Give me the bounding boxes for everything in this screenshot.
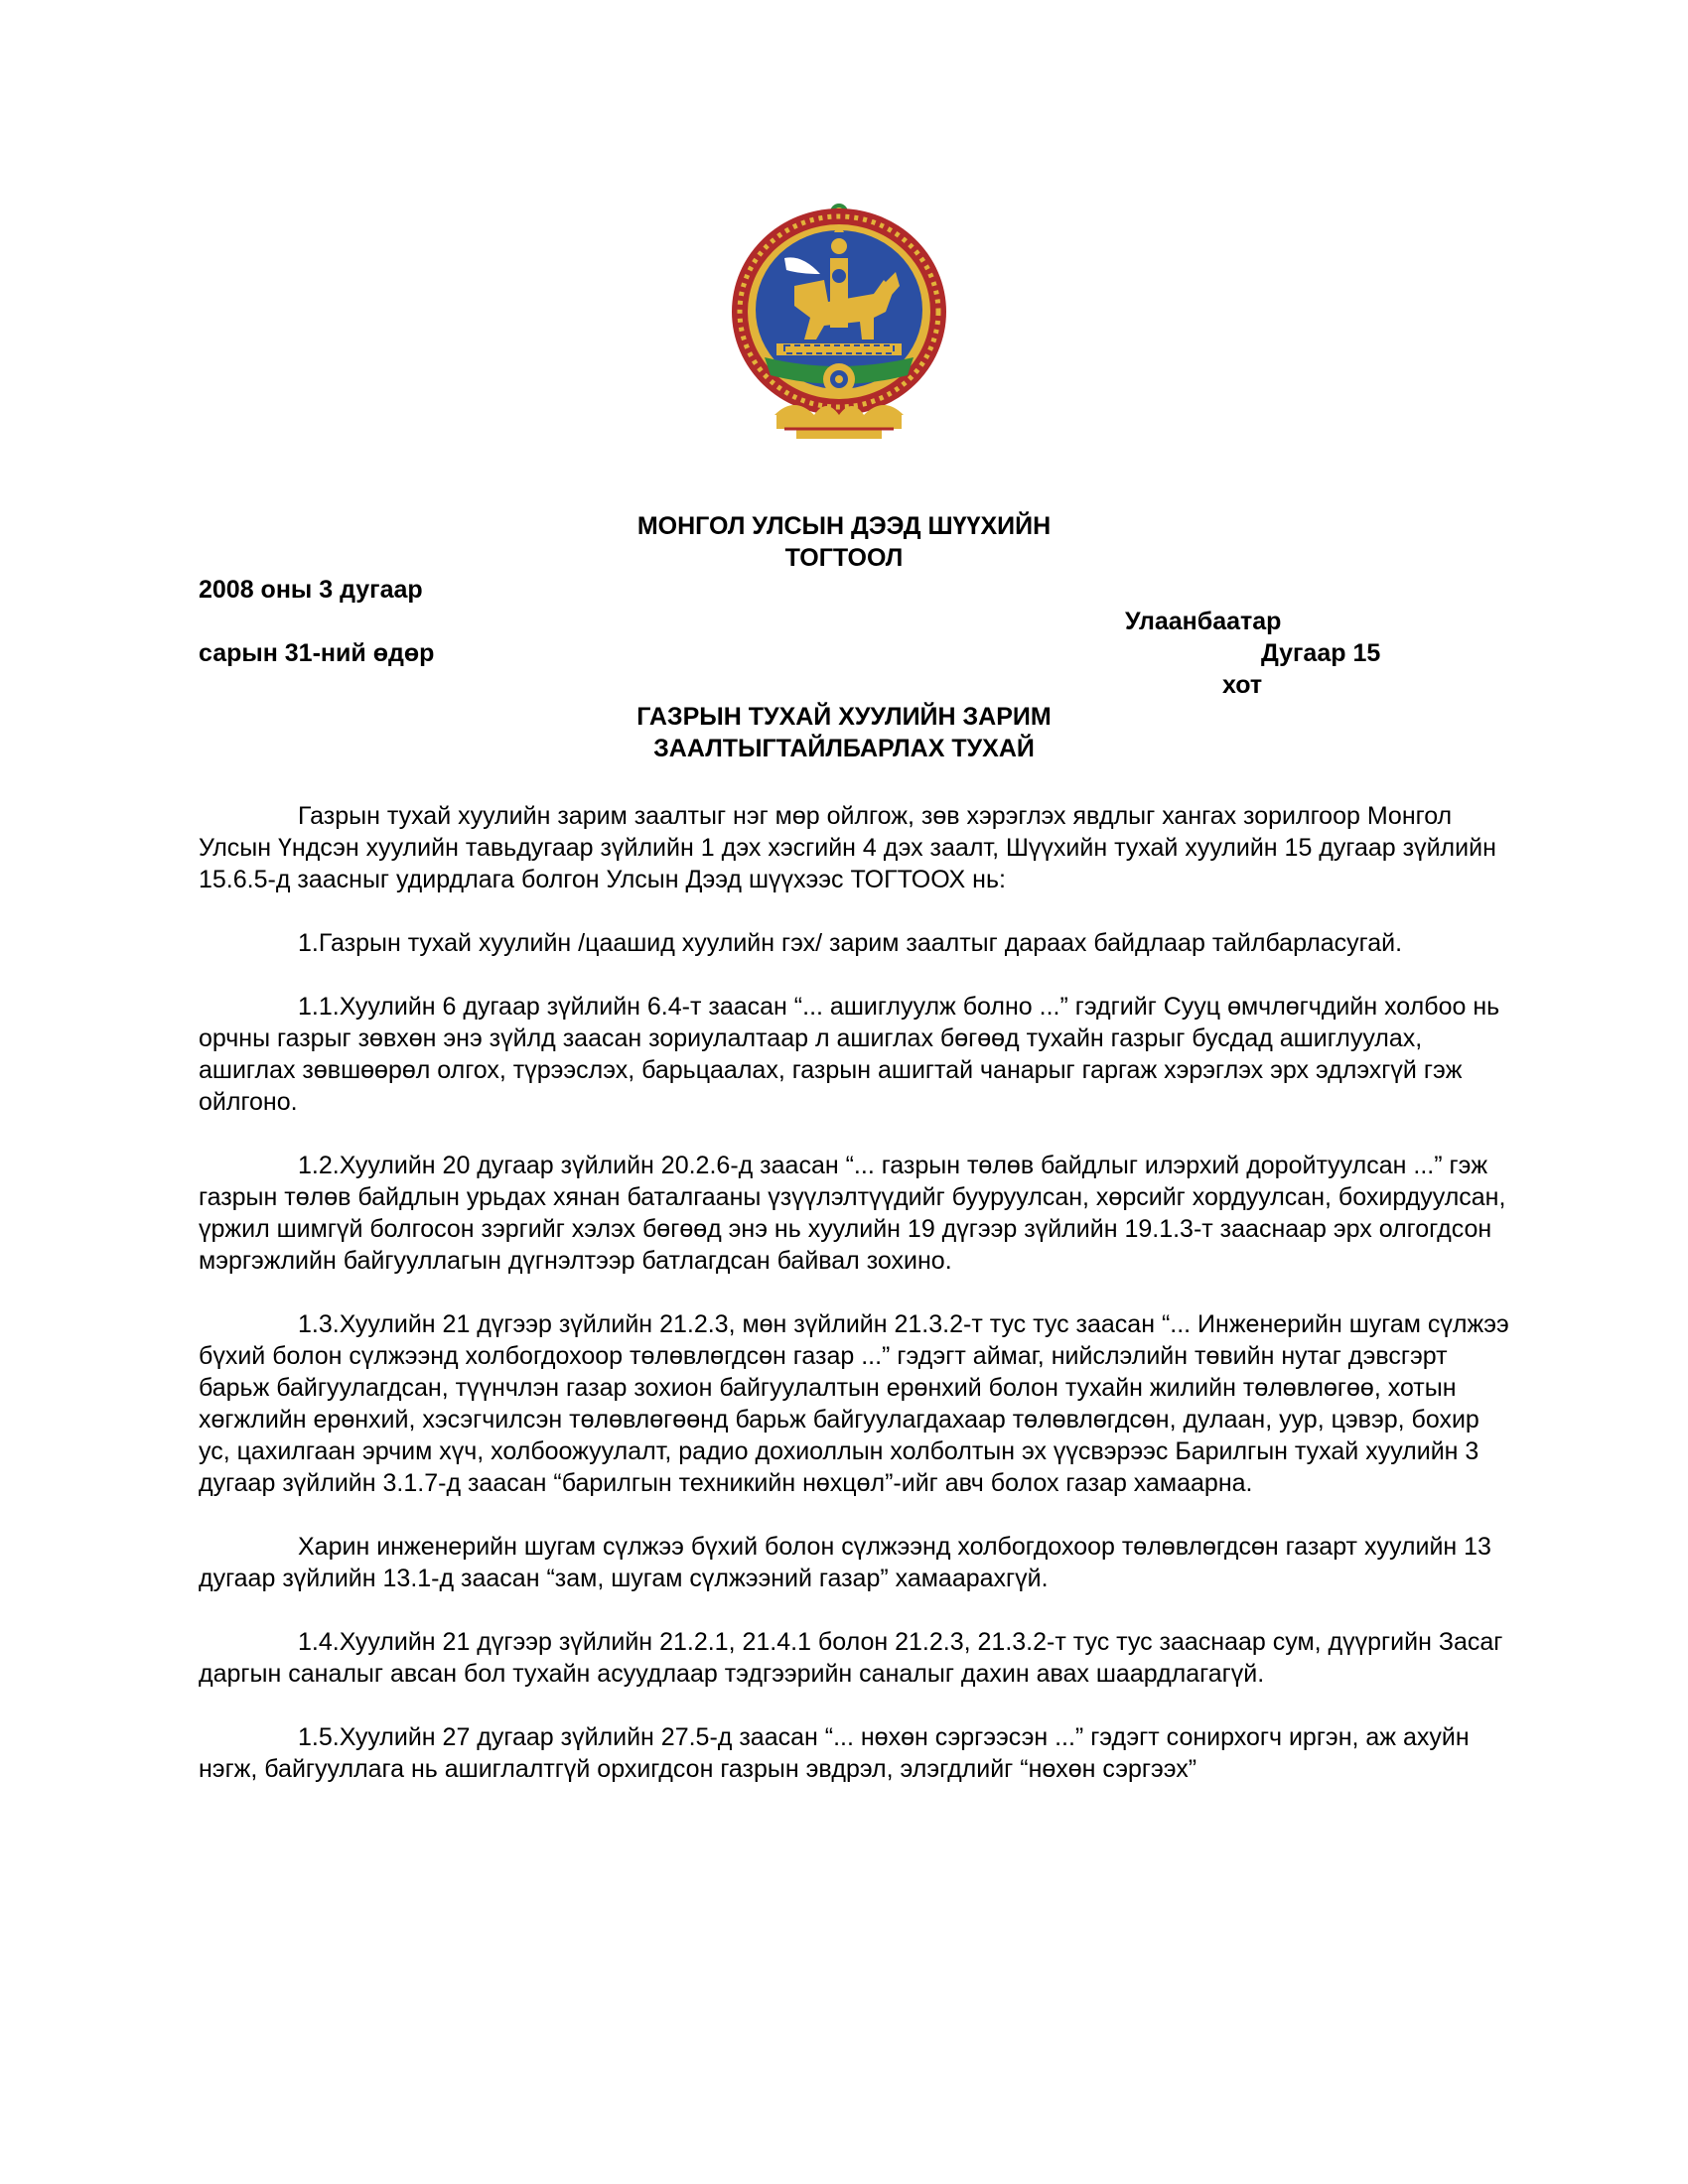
paragraph-1-4: 1.4.Хуулийн 21 дүгээр зүйлийн 21.2.1, 21.4.1 болон 21.2.3, 21.3.2-т тус тус зааснаар сум, дүүргийн Засаг даргын саналыг авсан бол тухайн асуудлаар тэдгээрийн саналыг дахин авах шаардлагагүй.: [199, 1628, 1503, 1688]
document-body: [199, 800, 1509, 1817]
document-number: Дугаар 15: [1261, 639, 1381, 667]
document-title-line-2: ЗААЛТЫГТАЙЛБАРЛАХ ТУХАЙ: [653, 735, 1035, 762]
city-line-1: Улаанбаатар: [1125, 608, 1282, 635]
paragraph-1-3-note: Харин инженерийн шугам сүлжээ бүхий болон сүлжээнд холбогдохоор төлөвлөгдсөн газарт хуулийн 13 дугаар зүйлийн 13.1-д заасан “зам, шугам сүлжээний газар” хамаарахгүй.: [199, 1533, 1491, 1592]
paragraph-1-2: 1.2.Хуулийн 20 дугаар зүйлийн 20.2.6-д заасан “... газрын төлөв байдлыг илэрхий доройтуулсан ...” гэж газрын төлөв байдлын урьдах хянан баталгааны үзүүлэлтүүдийг бууруулсан, хөрсийг хордуулсан, бохирдуулсан, үржил шимгүй болгосон зэргийг хэлэх бөгөөд энэ нь хуулийн 19 дүгээр зүйлийн 19.1.3-т зааснаар эрх олгогдсон мэргэжлийн байгууллагын дүгнэлтээр батлагдсан байвал зохино.: [199, 1152, 1506, 1275]
document-type: ТОГТООЛ: [784, 544, 904, 572]
city-line-2: хот: [1222, 671, 1263, 699]
paragraph-1-1: 1.1.Хуулийн 6 дугаар зүйлийн 6.4-т заасан “... ашиглуулж болно ...” гэдгийг Сууц өмчлөгчдийн холбоо нь орчны газрыг зөвхөн энэ зүйлд заасан зориулалтаар л ашиглах бөгөөд тухайн газрыг бусдад ашиглуулах, ашиглах зөвшөөрөл олгох, түрээслэх, барьцаалах, газрын ашигтай чанарыг гаргаж хэрэглэх эрх эдлэхгүй гэж ойлгоно.: [199, 993, 1500, 1116]
date-line-2: сарын 31-ний өдөр: [199, 639, 435, 667]
paragraph-1: 1.Газрын тухай хуулийн /цаашид хуулийн гэх/ зарим заалтыг дараах байдлаар тайлбарласугай.: [298, 929, 1403, 957]
date-line-1: 2008 оны 3 дугаар: [199, 576, 423, 604]
paragraph-1-5: 1.5.Хуулийн 27 дугаар зүйлийн 27.5-д заасан “... нөхөн сэргээсэн ...” гэдэгт сонирхогч иргэн, аж ахуйн нэгж, байгууллага нь ашиглалтгүй орхигдсон газрын эвдрэл, элэгдлийг “нөхөн сэргээх”: [199, 1723, 1470, 1783]
paragraph-preamble: Газрын тухай хуулийн зарим заалтыг нэг мөр ойлгож, зөв хэрэглэх явдлыг хангах зорилгоор Монгол Улсын Үндсэн хуулийн тавьдугаар зүйлийн 1 дэх хэсгийн 4 дэх заалт, Шүүхийн тухай хуулийн 15 дугаар зүйлийн 15.6.5-д заасныг удирдлага болгон Улсын Дээд шүүхээс ТОГТООХ нь:: [199, 802, 1496, 893]
state-emblem-icon: [725, 195, 953, 455]
document-title-line-1: ГАЗРЫН ТУХАЙ ХУУЛИЙН ЗАРИМ: [636, 703, 1052, 731]
issuing-court: МОНГОЛ УЛСЫН ДЭЭД ШҮҮХИЙН: [636, 512, 1052, 540]
paragraph-1-3: 1.3.Хуулийн 21 дүгээр зүйлийн 21.2.3, мөн зүйлийн 21.3.2-т тус тус заасан “... Инженерийн шугам сүлжээ бүхий болон сүлжээнд холбогдохоор төлөвлөгдсөн газар ...” гэдэгт аймаг, нийслэлийн төвийн нутаг дэвсгэрт барьж байгуулагдсан, түүнчлэн газар зохион байгуулалтын ерөнхий болон тухайн жилийн төлөвлөгөө, хотын хөгжлийн ерөнхий, хэсэгчилсэн төлөвлөгөөнд барьж байгуулагдахаар төлөвлөгдсөн, дулаан, уур, цэвэр, бохир ус, цахилгаан эрчим хүч, холбоожуулалт, радио дохиоллын холболтын эх үүсвэрээс Барилгын тухай хуулийн 3 дугаар зүйлийн 3.1.7-д заасан “барилгын техникийн нөхцөл”-ийг авч болох газар хамаарна.: [199, 1310, 1509, 1497]
